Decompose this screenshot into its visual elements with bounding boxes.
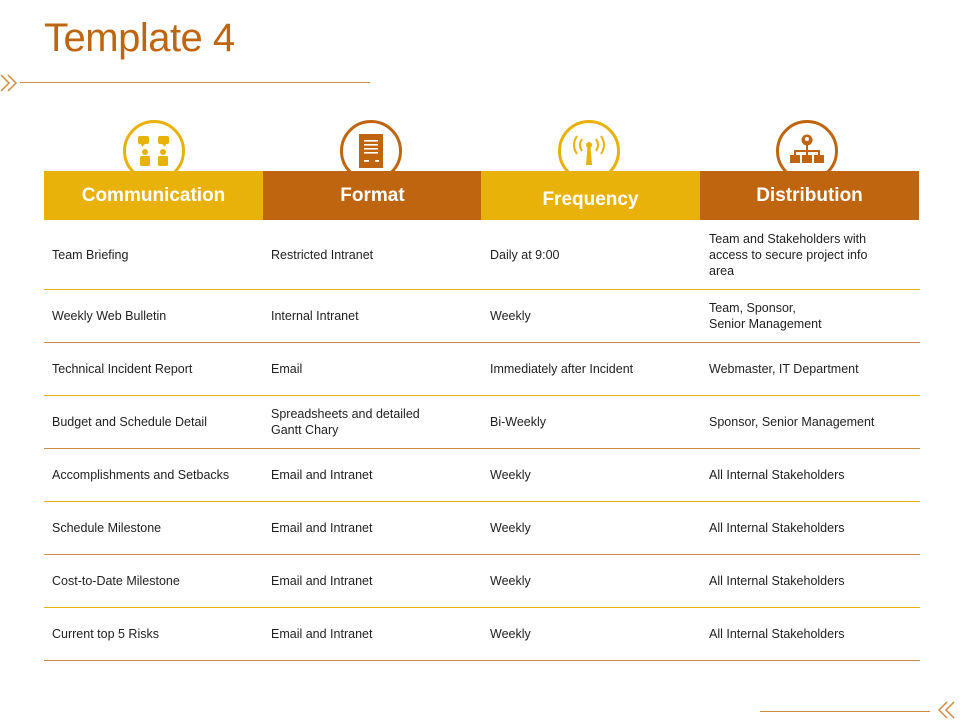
cell-communication: Technical Incident Report [52,362,193,376]
table-row [44,555,920,608]
double-chevron-right-icon [0,73,22,93]
header-format: Format [263,171,482,220]
cell-communication: Current top 5 Risks [52,627,159,641]
cell-communication: Cost-to-Date Milestone [52,574,180,588]
header-communication: Communication [44,171,263,220]
cell-format: Restricted Intranet [271,247,374,262]
cell-frequency: Weekly [490,627,531,641]
table-row [44,608,920,661]
title-underline [20,82,370,83]
cell-communication: Weekly Web Bulletin [52,309,167,323]
cell-communication: Accomplishments and Setbacks [52,468,230,482]
header-frequency: Frequency [481,171,700,220]
cell-format: Spreadsheets and detailed Gantt Chary [271,407,420,437]
cell-distribution: All Internal Stakeholders [709,468,845,482]
table-row [44,396,920,449]
cell-communication: Team Briefing [52,247,129,262]
cell-distribution: Team, Sponsor, Senior Management [709,301,822,331]
table-row [44,502,920,555]
cell-distribution: Sponsor, Senior Management [709,415,875,429]
table-row [44,343,920,396]
cell-distribution: Team and Stakeholders with access to secure project info area [709,231,868,278]
cell-distribution: Webmaster, IT Department [709,362,859,376]
cell-distribution: All Internal Stakeholders [709,574,845,588]
table-row [44,220,920,290]
cell-format: Email and Intranet [271,468,373,482]
cell-frequency: Bi-Weekly [490,415,547,429]
page-title: Template 4 [44,16,235,60]
footer-rule [760,711,930,712]
cell-format: Internal Intranet [271,309,359,323]
cell-communication: Budget and Schedule Detail [52,415,207,429]
cell-frequency: Weekly [490,468,531,482]
double-chevron-left-icon [934,700,956,720]
header-distribution: Distribution [700,171,919,220]
cell-frequency: Weekly [490,574,531,588]
cell-format: Email and Intranet [271,627,373,641]
cell-frequency: Weekly [490,309,531,323]
cell-communication: Schedule Milestone [52,521,162,535]
cell-frequency: Weekly [490,521,531,535]
table-row [44,449,920,502]
cell-frequency: Immediately after Incident [490,362,634,376]
cell-distribution: All Internal Stakeholders [709,521,845,535]
cell-frequency: Daily at 9:00 [490,247,560,262]
cell-format: Email [271,362,303,376]
cell-distribution: All Internal Stakeholders [709,627,845,641]
cell-format: Email and Intranet [271,574,373,588]
cell-format: Email and Intranet [271,521,373,535]
table-row [44,290,920,343]
